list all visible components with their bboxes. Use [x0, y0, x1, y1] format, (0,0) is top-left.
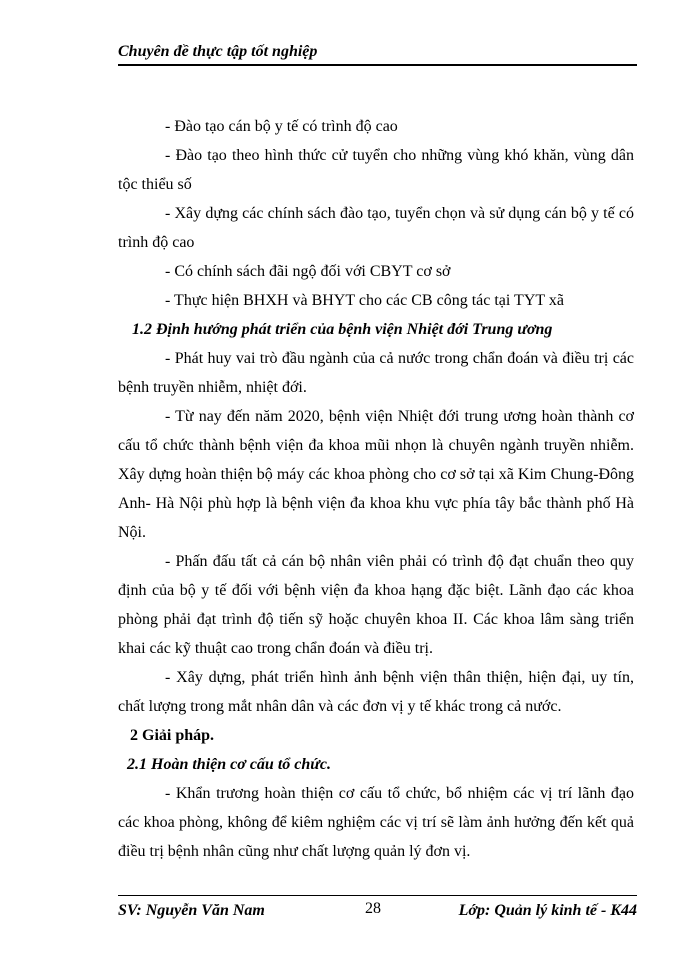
bullet-paragraph: - Có chính sách đãi ngộ đối với CBYT cơ sở: [165, 263, 451, 280]
document-body: [118, 112, 634, 866]
bullet-paragraph: - Phấn đấu tất cả cán bộ nhân viên phải có trình độ đạt chuẩn theo quy định của bộ y tế đối với bệnh viện đa khoa hạng đặc biệt. Lãnh đạo các khoa phòng phải đạt trình độ tiến sỹ hoặc chuyên khoa II. Các khoa lâm sàng triển khai các kỹ thuật cao trong chẩn đoán và điều trị.: [118, 553, 634, 657]
section-heading-1-2: 1.2 Định hướng phát triển của bệnh viện Nhiệt đới Trung ương: [132, 321, 553, 338]
bullet-paragraph: - Từ nay đến năm 2020, bệnh viện Nhiệt đới trung ương hoàn thành cơ cấu tổ chức thành bệnh viện đa khoa mũi nhọn là chuyên ngành truyền nhiễm. Xây dựng hoàn thiện bộ máy các khoa phòng cho cơ sở tại xã Kim Chung-Đông Anh- Hà Nội phù hợp là bệnh viện đa khoa khu vực phía tây bắc thành phố Hà Nội.: [118, 408, 634, 541]
page-header: [118, 38, 637, 66]
footer-class: Lớp: Quản lý kinh tế - K44: [458, 902, 637, 919]
footer-divider: [118, 895, 637, 896]
footer-student: SV: Nguyễn Văn Nam: [118, 902, 265, 919]
bullet-paragraph: - Thực hiện BHXH và BHYT cho các CB công tác tại TYT xã: [165, 292, 564, 309]
bullet-paragraph: - Xây dựng, phát triển hình ảnh bệnh viện thân thiện, hiện đại, uy tín, chất lượng trong mắt nhân dân và các đơn vị y tế khác trong cả nước.: [118, 669, 634, 715]
section-heading-2: 2 Giải pháp.: [130, 727, 215, 744]
bullet-paragraph: - Xây dựng các chính sách đào tạo, tuyển chọn và sử dụng cán bộ y tế có trình độ cao: [118, 205, 634, 251]
section-heading-2-1: 2.1 Hoàn thiện cơ cấu tổ chức.: [127, 756, 331, 773]
bullet-paragraph: - Khẩn trương hoàn thiện cơ cấu tổ chức, bổ nhiệm các vị trí lãnh đạo các khoa phòng, không để kiêm nghiệm các vị trí sẽ làm ảnh hưởng đến kết quả điều trị bệnh nhân cũng như chất lượng quản lý đơn vị.: [118, 785, 634, 860]
page-number: 28: [365, 900, 381, 917]
header-title: Chuyên đề thực tập tốt nghiệp: [118, 43, 318, 60]
bullet-paragraph: - Phát huy vai trò đầu ngành của cả nước trong chẩn đoán và điều trị các bệnh truyền nhiễm, nhiệt đới.: [118, 350, 634, 396]
bullet-paragraph: - Đào tạo cán bộ y tế có trình độ cao: [165, 118, 398, 135]
bullet-paragraph: - Đào tạo theo hình thức cử tuyển cho những vùng khó khăn, vùng dân tộc thiểu số: [118, 147, 634, 193]
